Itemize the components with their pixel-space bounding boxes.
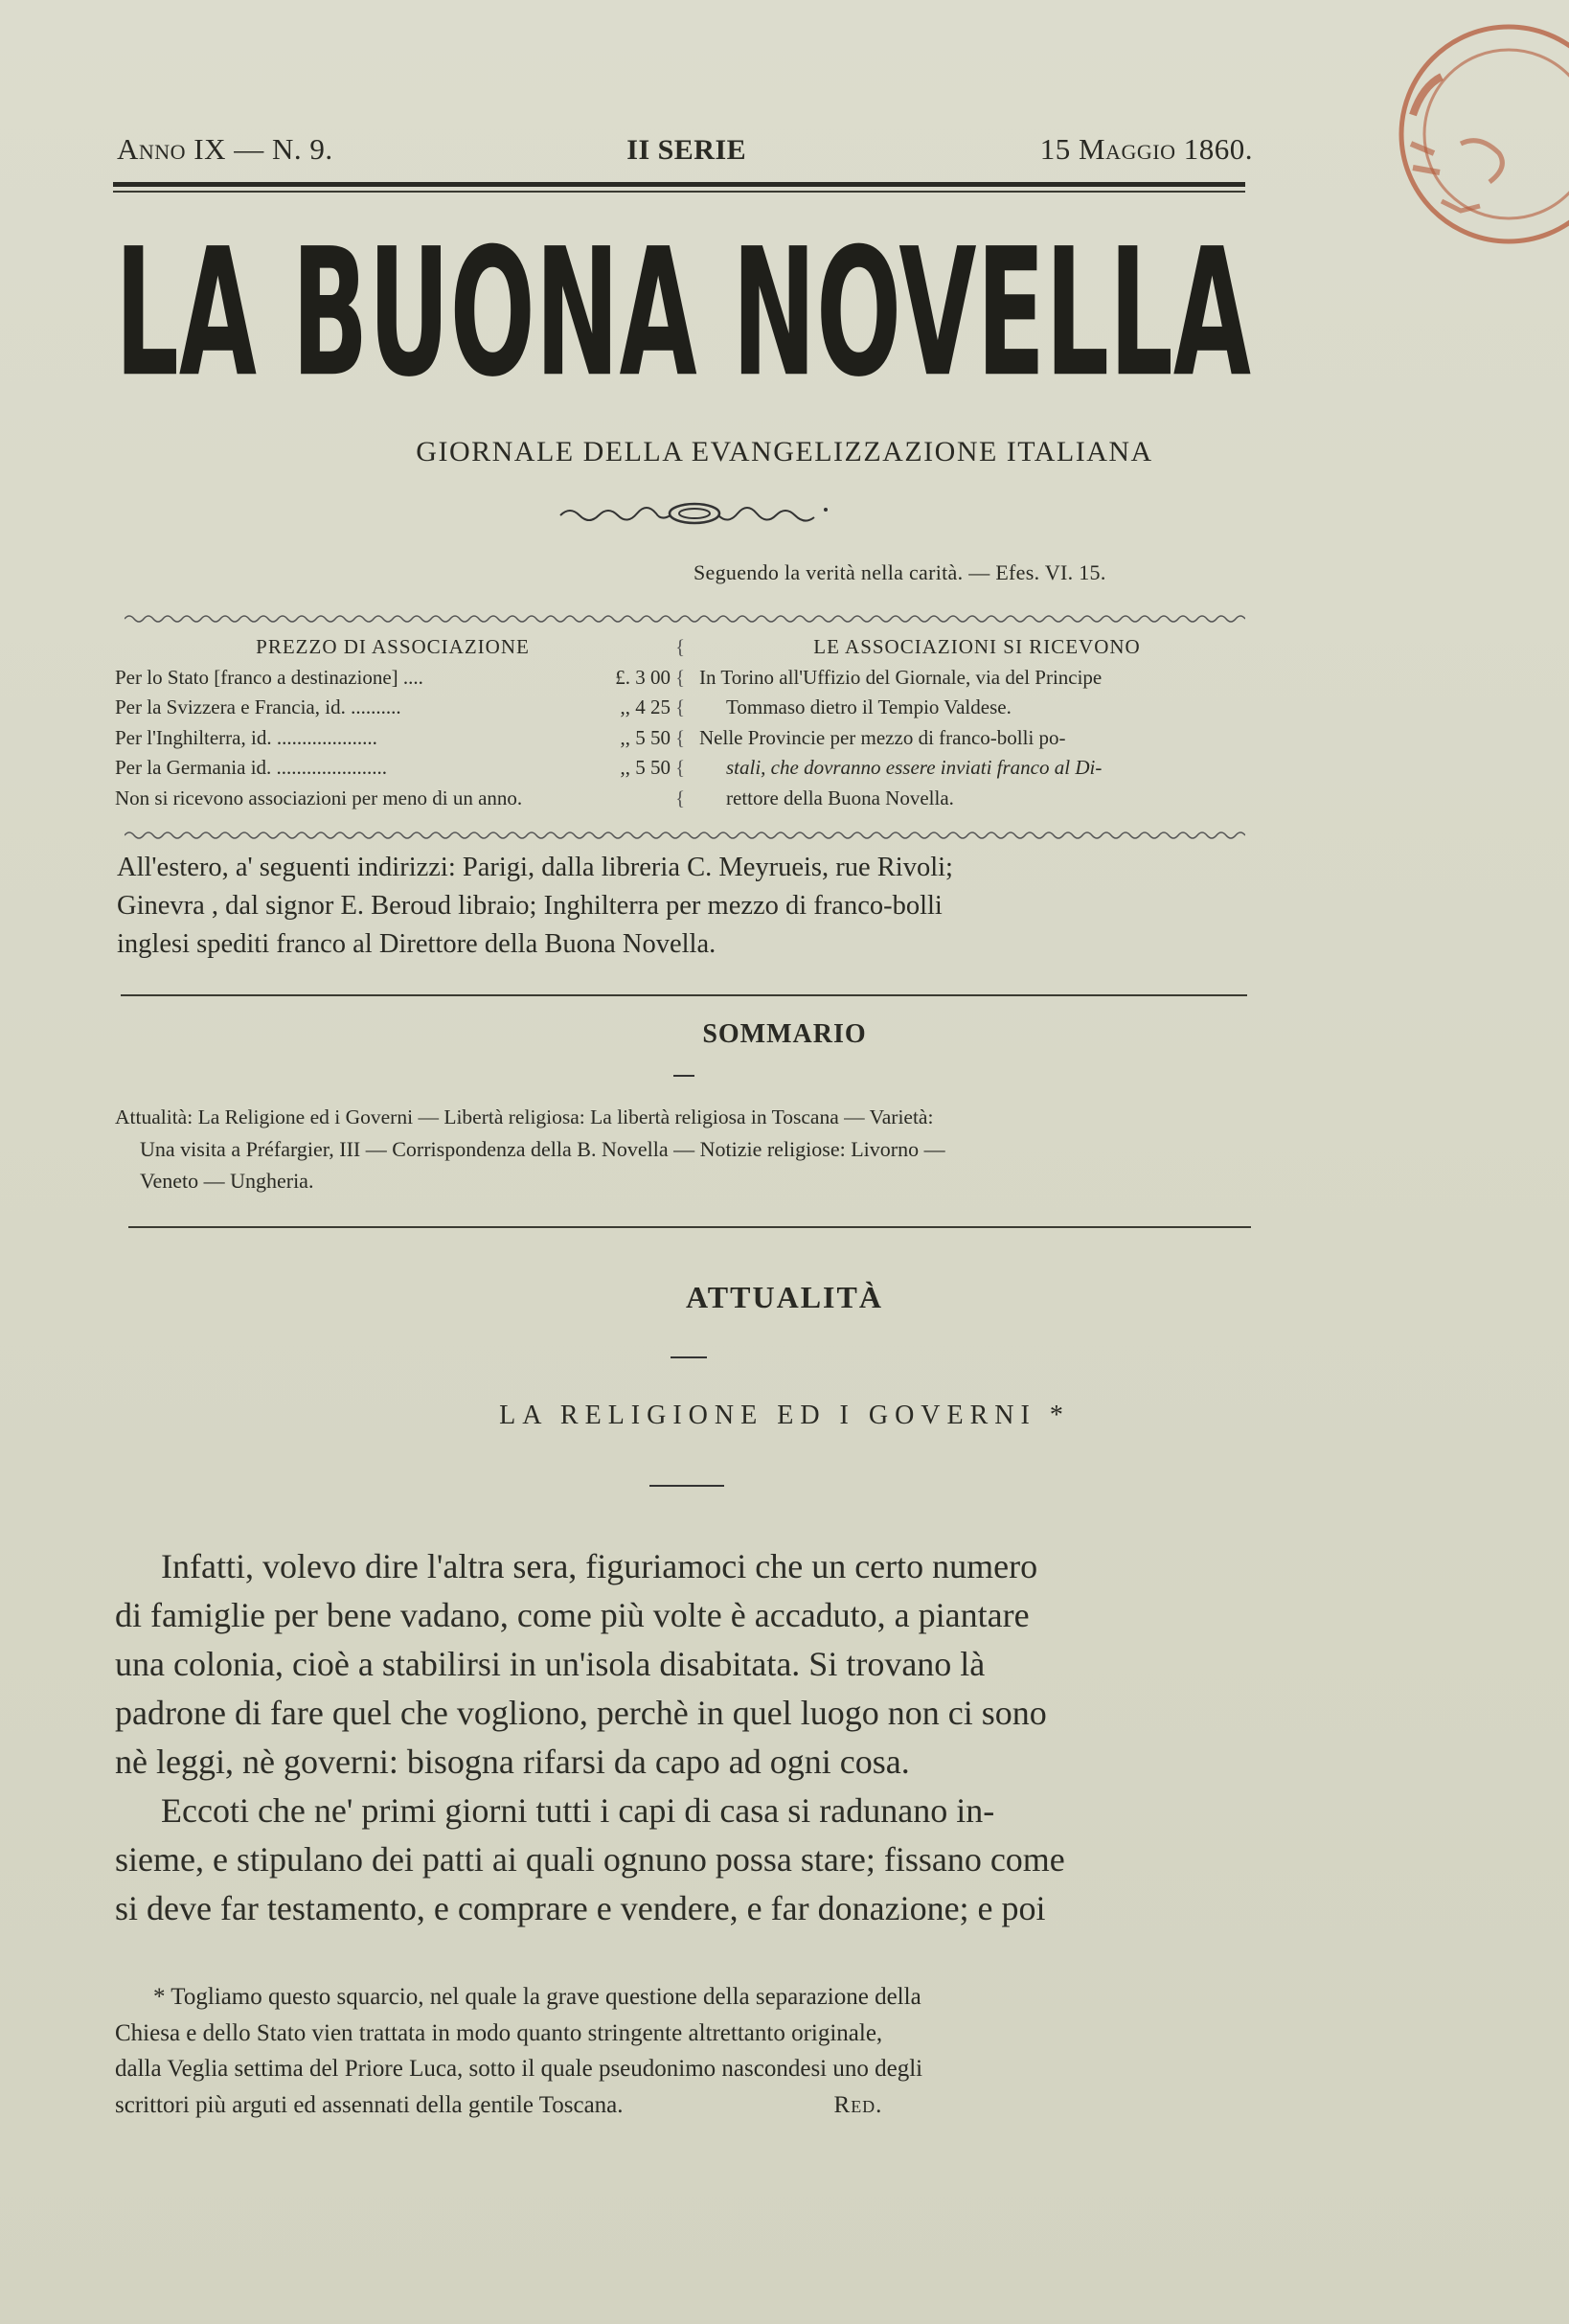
foreign-line: inglesi spediti franco al Direttore della Buona Novella. bbox=[117, 929, 716, 959]
postal-stamp-icon bbox=[1384, 0, 1569, 259]
short-dash bbox=[649, 1485, 724, 1487]
flourish-ornament-icon bbox=[556, 496, 833, 529]
price-column bbox=[115, 632, 671, 813]
masthead-title: LA BUONA NOVELLA bbox=[115, 222, 1252, 414]
foreign-line: Ginevra , dal signor E. Beroud libraio; Inghilterra per mezzo di franco-bolli bbox=[117, 891, 943, 921]
sommario-text bbox=[115, 1102, 1264, 1196]
wavy-rule-bottom bbox=[125, 830, 1245, 841]
footnote bbox=[115, 1979, 1264, 2123]
issue-number: Anno IX — N. 9. bbox=[117, 132, 333, 166]
section-title: ATTUALITÀ bbox=[686, 1280, 883, 1314]
header-rule bbox=[113, 182, 1245, 187]
divider-rule bbox=[121, 994, 1247, 996]
masthead bbox=[113, 222, 1253, 414]
body-line: Infatti, volevo dire l'altra sera, figuriamoci che un certo numero bbox=[161, 1547, 1038, 1585]
foreign-line: All'estero, a' seguenti indirizzi: Parigi, dalla libreria C. Meyrueis, rue Rivoli; bbox=[117, 853, 953, 882]
series-label: II SERIE bbox=[626, 134, 747, 166]
article-title: LA RELIGIONE ED I GOVERNI * bbox=[499, 1401, 1070, 1430]
sommario-line: Attualità: La Religione ed i Governi — Libertà religiosa: La libertà religiosa in Toscana — Varietà: bbox=[115, 1105, 934, 1128]
short-dash bbox=[671, 1356, 707, 1358]
sommario-title: SOMMARIO bbox=[702, 1019, 867, 1049]
issue-date: 15 Maggio 1860. bbox=[1039, 132, 1253, 166]
motto-quote: Seguendo la verità nella carità. — Efes. VI. 15. bbox=[694, 560, 1106, 584]
header-rule-thin bbox=[113, 191, 1245, 193]
wavy-rule-top bbox=[125, 613, 1245, 625]
body-line: di famiglie per bene vadano, come più volte è accaduto, a piantare bbox=[115, 1596, 1030, 1634]
price-row: Per lo Stato [franco a destinazione] .... £. 3 00 bbox=[115, 665, 671, 689]
body-line: sieme, e stipulano dei patti ai quali ognuno possa stare; fissano come bbox=[115, 1840, 1065, 1879]
masthead-subtitle: GIORNALE DELLA EVANGELIZZAZIONE ITALIANA bbox=[416, 436, 1153, 467]
short-dash bbox=[673, 1075, 694, 1077]
places-heading: LE ASSOCIAZIONI SI RICEVONO bbox=[813, 635, 1141, 658]
brace-divider: { { { { { { bbox=[675, 635, 686, 809]
foreign-subscriptions bbox=[117, 849, 1257, 964]
sommario-line: Veneto — Ungheria. bbox=[140, 1169, 314, 1193]
places-line: stali, che dovranno essere inviati franco al Di- bbox=[726, 756, 1103, 779]
footnote-line bbox=[115, 2087, 1264, 2124]
prices-note: Non si ricevono associazioni per meno di un anno. bbox=[115, 786, 523, 809]
places-column bbox=[699, 632, 1255, 813]
places-line: Tommaso dietro il Tempio Valdese. bbox=[726, 695, 1012, 718]
footnote-line: dalla Veglia settima del Priore Luca, sotto il quale pseudonimo nascondesi uno degli bbox=[115, 2056, 923, 2082]
sommario-line: Una visita a Préfargier, III — Corrispondenza della B. Novella — Notizie religiose: Livorno — bbox=[140, 1137, 945, 1161]
footnote-line: Chiesa e dello Stato vien trattata in modo quanto stringente altrettanto originale, bbox=[115, 2019, 883, 2046]
issue-header bbox=[117, 132, 1253, 167]
article-body bbox=[115, 1542, 1264, 1933]
divider-rule bbox=[128, 1226, 1251, 1228]
body-line: nè leggi, nè governi: bisogna rifarsi da capo ad ogni cosa. bbox=[115, 1743, 910, 1781]
body-line: padrone di fare quel che vogliono, perchè in quel luogo non ci sono bbox=[115, 1694, 1047, 1732]
prices-heading: PREZZO DI ASSOCIAZIONE bbox=[256, 635, 530, 658]
footnote-line-text: scrittori più arguti ed assennati della gentile Toscana. bbox=[115, 2091, 624, 2118]
price-row: Per la Germania id. ...................... ,, 5 50 bbox=[115, 756, 671, 779]
price-row: Per la Svizzera e Francia, id. .......... ,, 4 25 bbox=[115, 695, 671, 718]
editor-signature: Red. bbox=[833, 2091, 883, 2118]
price-row: Per l'Inghilterra, id. .................... ,, 5 50 bbox=[115, 725, 671, 749]
body-line: una colonia, cioè a stabilirsi in un'isola disabitata. Si trovano là bbox=[115, 1645, 986, 1683]
body-line: si deve far testamento, e comprare e vendere, e far donazione; e poi bbox=[115, 1889, 1046, 1927]
places-line: rettore della Buona Novella. bbox=[726, 786, 954, 809]
places-line: In Torino all'Uffizio del Giornale, via del Principe bbox=[699, 665, 1103, 689]
body-line: Eccoti che ne' primi giorni tutti i capi di casa si radunano in- bbox=[161, 1791, 995, 1830]
footnote-line: * Togliamo questo squarcio, nel quale la grave questione della separazione della bbox=[153, 1984, 921, 2010]
places-line: Nelle Provincie per mezzo di franco-bolli po- bbox=[699, 725, 1066, 749]
